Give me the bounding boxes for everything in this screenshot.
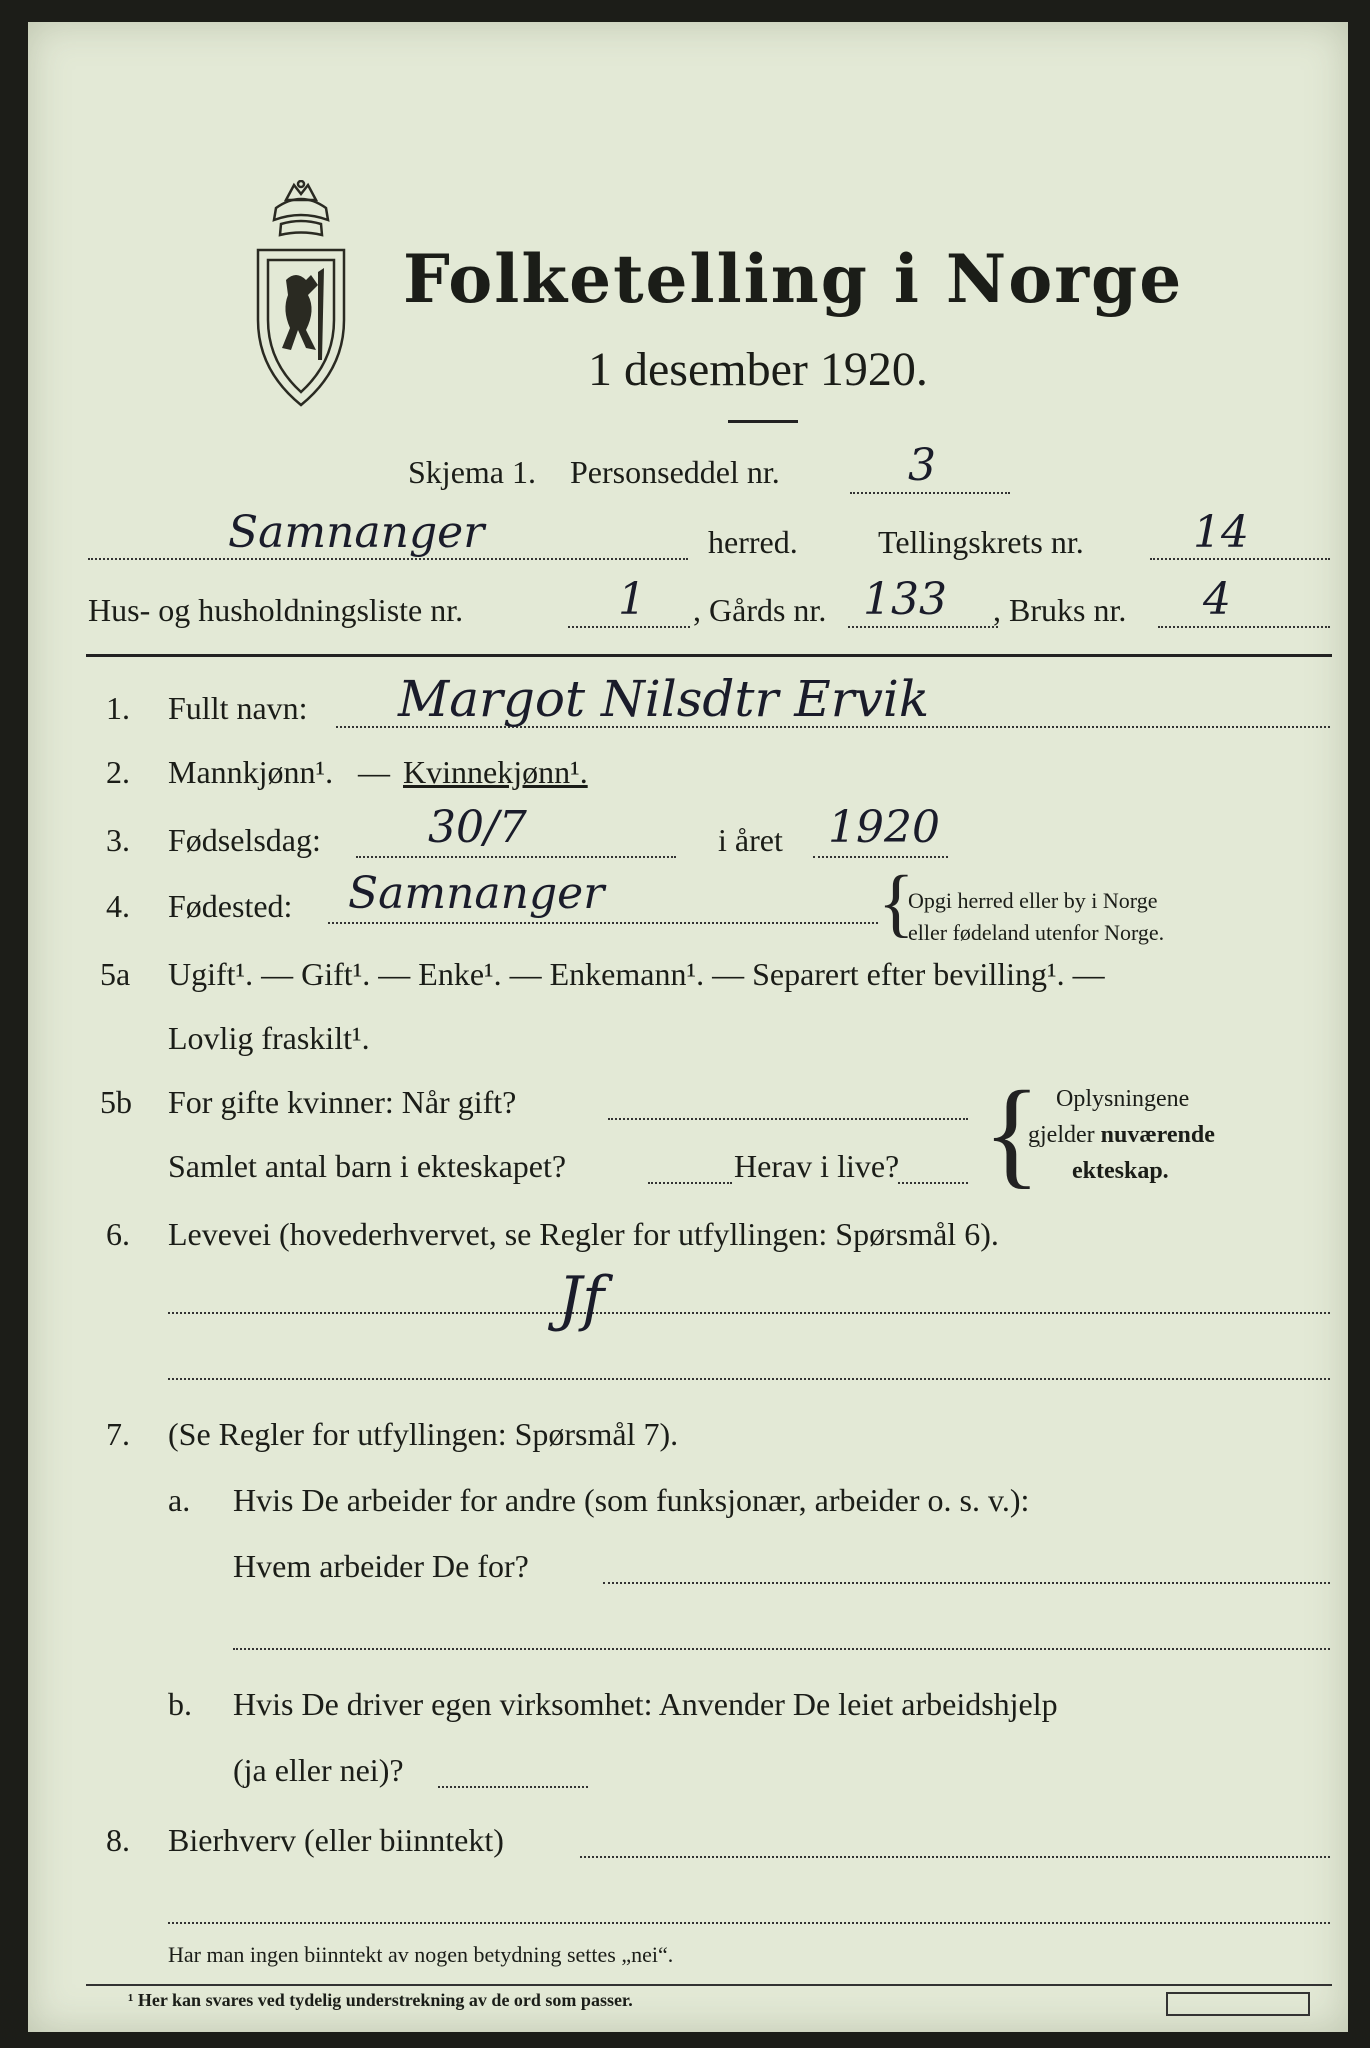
q4-brace: { [878, 861, 915, 945]
header-rule [86, 654, 1332, 657]
q2-dash: — [358, 754, 390, 790]
q5b-alive: Herav i live? [734, 1148, 900, 1184]
q7b-yes-no: (ja eller nei)? [233, 1752, 404, 1788]
schema-label: Skjema 1. [408, 454, 536, 490]
page-title: Folketelling i Norge [403, 240, 1184, 318]
q3-value: 30/7 [428, 802, 527, 853]
q7-label: (Se Regler for utfyllingen: Spørsmål 7). [168, 1416, 679, 1452]
q8-line2 [168, 1922, 1330, 1924]
q8-line1 [580, 1856, 1330, 1858]
q4-value: Samnanger [348, 868, 605, 919]
census-date: 1 desember 1920. [588, 343, 928, 396]
q8-note: Har man ingen biinntekt av nogen betydning settes „nei“. [168, 1942, 674, 1967]
bruks-value: 4 [1203, 574, 1231, 625]
q5b-number: 5b [100, 1084, 132, 1120]
q6-line1 [168, 1312, 1330, 1314]
q5b-children-line [648, 1182, 732, 1184]
q4-label: Fødested: [168, 888, 293, 924]
q2-number: 2. [106, 754, 130, 790]
q1-number: 1. [106, 690, 130, 726]
q7a-line1 [603, 1582, 1330, 1584]
q7a-label: Hvis De arbeider for andre (som funksjonær, arbeider o. s. v.): [233, 1482, 1030, 1518]
q1-label: Fullt navn: [168, 690, 308, 726]
q4-note-line2: eller fødeland utenfor Norge. [908, 920, 1165, 945]
title-divider [728, 420, 798, 423]
tellingskrets-label: Tellingskrets nr. [878, 524, 1084, 560]
q6-line2 [168, 1378, 1330, 1380]
herred-label: herred. [708, 524, 798, 560]
q3-label: Fødselsdag: [168, 822, 321, 858]
q5b-note-line1: Oplysningene [1056, 1086, 1190, 1112]
gards-line [848, 626, 998, 628]
footnote: ¹ Her kan svares ved tydelig understrekning av de ord som passer. [128, 1990, 633, 2010]
personseddel-label: Personseddel nr. [570, 454, 780, 490]
q3-year-line [813, 856, 948, 858]
personseddel-line [850, 492, 1010, 494]
q4-number: 4. [106, 888, 130, 924]
q7b-line [438, 1786, 588, 1788]
q2-female: Kvinnekjønn¹. [403, 754, 588, 790]
footer-rule [86, 1984, 1332, 1986]
q5b-when-married: For gifte kvinner: Når gift? [168, 1084, 517, 1120]
q5b-brace: { [983, 1066, 1041, 1199]
q7b-label: Hvis De driver egen virksomhet: Anvender De leiet arbeidshjelp [233, 1686, 1058, 1722]
q7a-number: a. [168, 1482, 191, 1518]
q4-note-line1: Opgi herred eller by i Norge [908, 888, 1158, 913]
husliste-line [568, 626, 690, 628]
tellingskrets-value: 14 [1193, 507, 1249, 558]
q5b-when-line [608, 1118, 968, 1120]
coat-of-arms-icon [246, 180, 356, 410]
q7b-number: b. [168, 1686, 192, 1722]
q3-year-value: 1920 [828, 802, 940, 853]
q5b-note-line3: ekteskap. [1072, 1158, 1169, 1184]
husliste-label: Hus- og husholdningsliste nr. [88, 592, 464, 628]
q5a-options-cont: Lovlig fraskilt¹. [168, 1020, 370, 1056]
census-form [28, 22, 1348, 2032]
q7a-who: Hvem arbeider De for? [233, 1548, 529, 1584]
q1-value: Margot Nilsdtr Ervik [398, 670, 930, 728]
q7-number: 7. [106, 1416, 130, 1452]
personseddel-value: 3 [908, 440, 936, 491]
bruks-line [1158, 626, 1330, 628]
tellingskrets-line [1150, 558, 1330, 560]
herred-line [88, 558, 688, 560]
herred-value: Samnanger [228, 507, 485, 558]
gards-value: 133 [863, 574, 947, 625]
q6-number: 6. [106, 1216, 130, 1252]
printer-stamp-icon [1166, 1992, 1310, 2016]
gards-label: , Gårds nr. [693, 592, 827, 628]
q8-label: Bierhverv (eller biinntekt) [168, 1822, 504, 1858]
q7a-line2 [233, 1648, 1330, 1650]
q5b-note-line2: gjelder nuværende [1028, 1122, 1215, 1148]
q5b-alive-line [898, 1182, 968, 1184]
q8-number: 8. [106, 1822, 130, 1858]
q3-number: 3. [106, 822, 130, 858]
q4-line [328, 922, 878, 924]
q3-year-label: i året [718, 822, 783, 858]
q6-label: Levevei (hovederhvervet, se Regler for utfyllingen: Spørsmål 6). [168, 1216, 999, 1252]
q5b-children: Samlet antal barn i ekteskapet? [168, 1148, 567, 1184]
husliste-value: 1 [618, 574, 646, 625]
q5a-number: 5a [100, 956, 131, 992]
q2-male: Mannkjønn¹. [168, 754, 334, 790]
q5a-options: Ugift¹. — Gift¹. — Enke¹. — Enkemann¹. — Separert efter bevilling¹. — [168, 956, 1105, 992]
q3-line [356, 856, 676, 858]
bruks-label: , Bruks nr. [993, 592, 1127, 628]
q6-value: Jf [558, 1264, 605, 1334]
